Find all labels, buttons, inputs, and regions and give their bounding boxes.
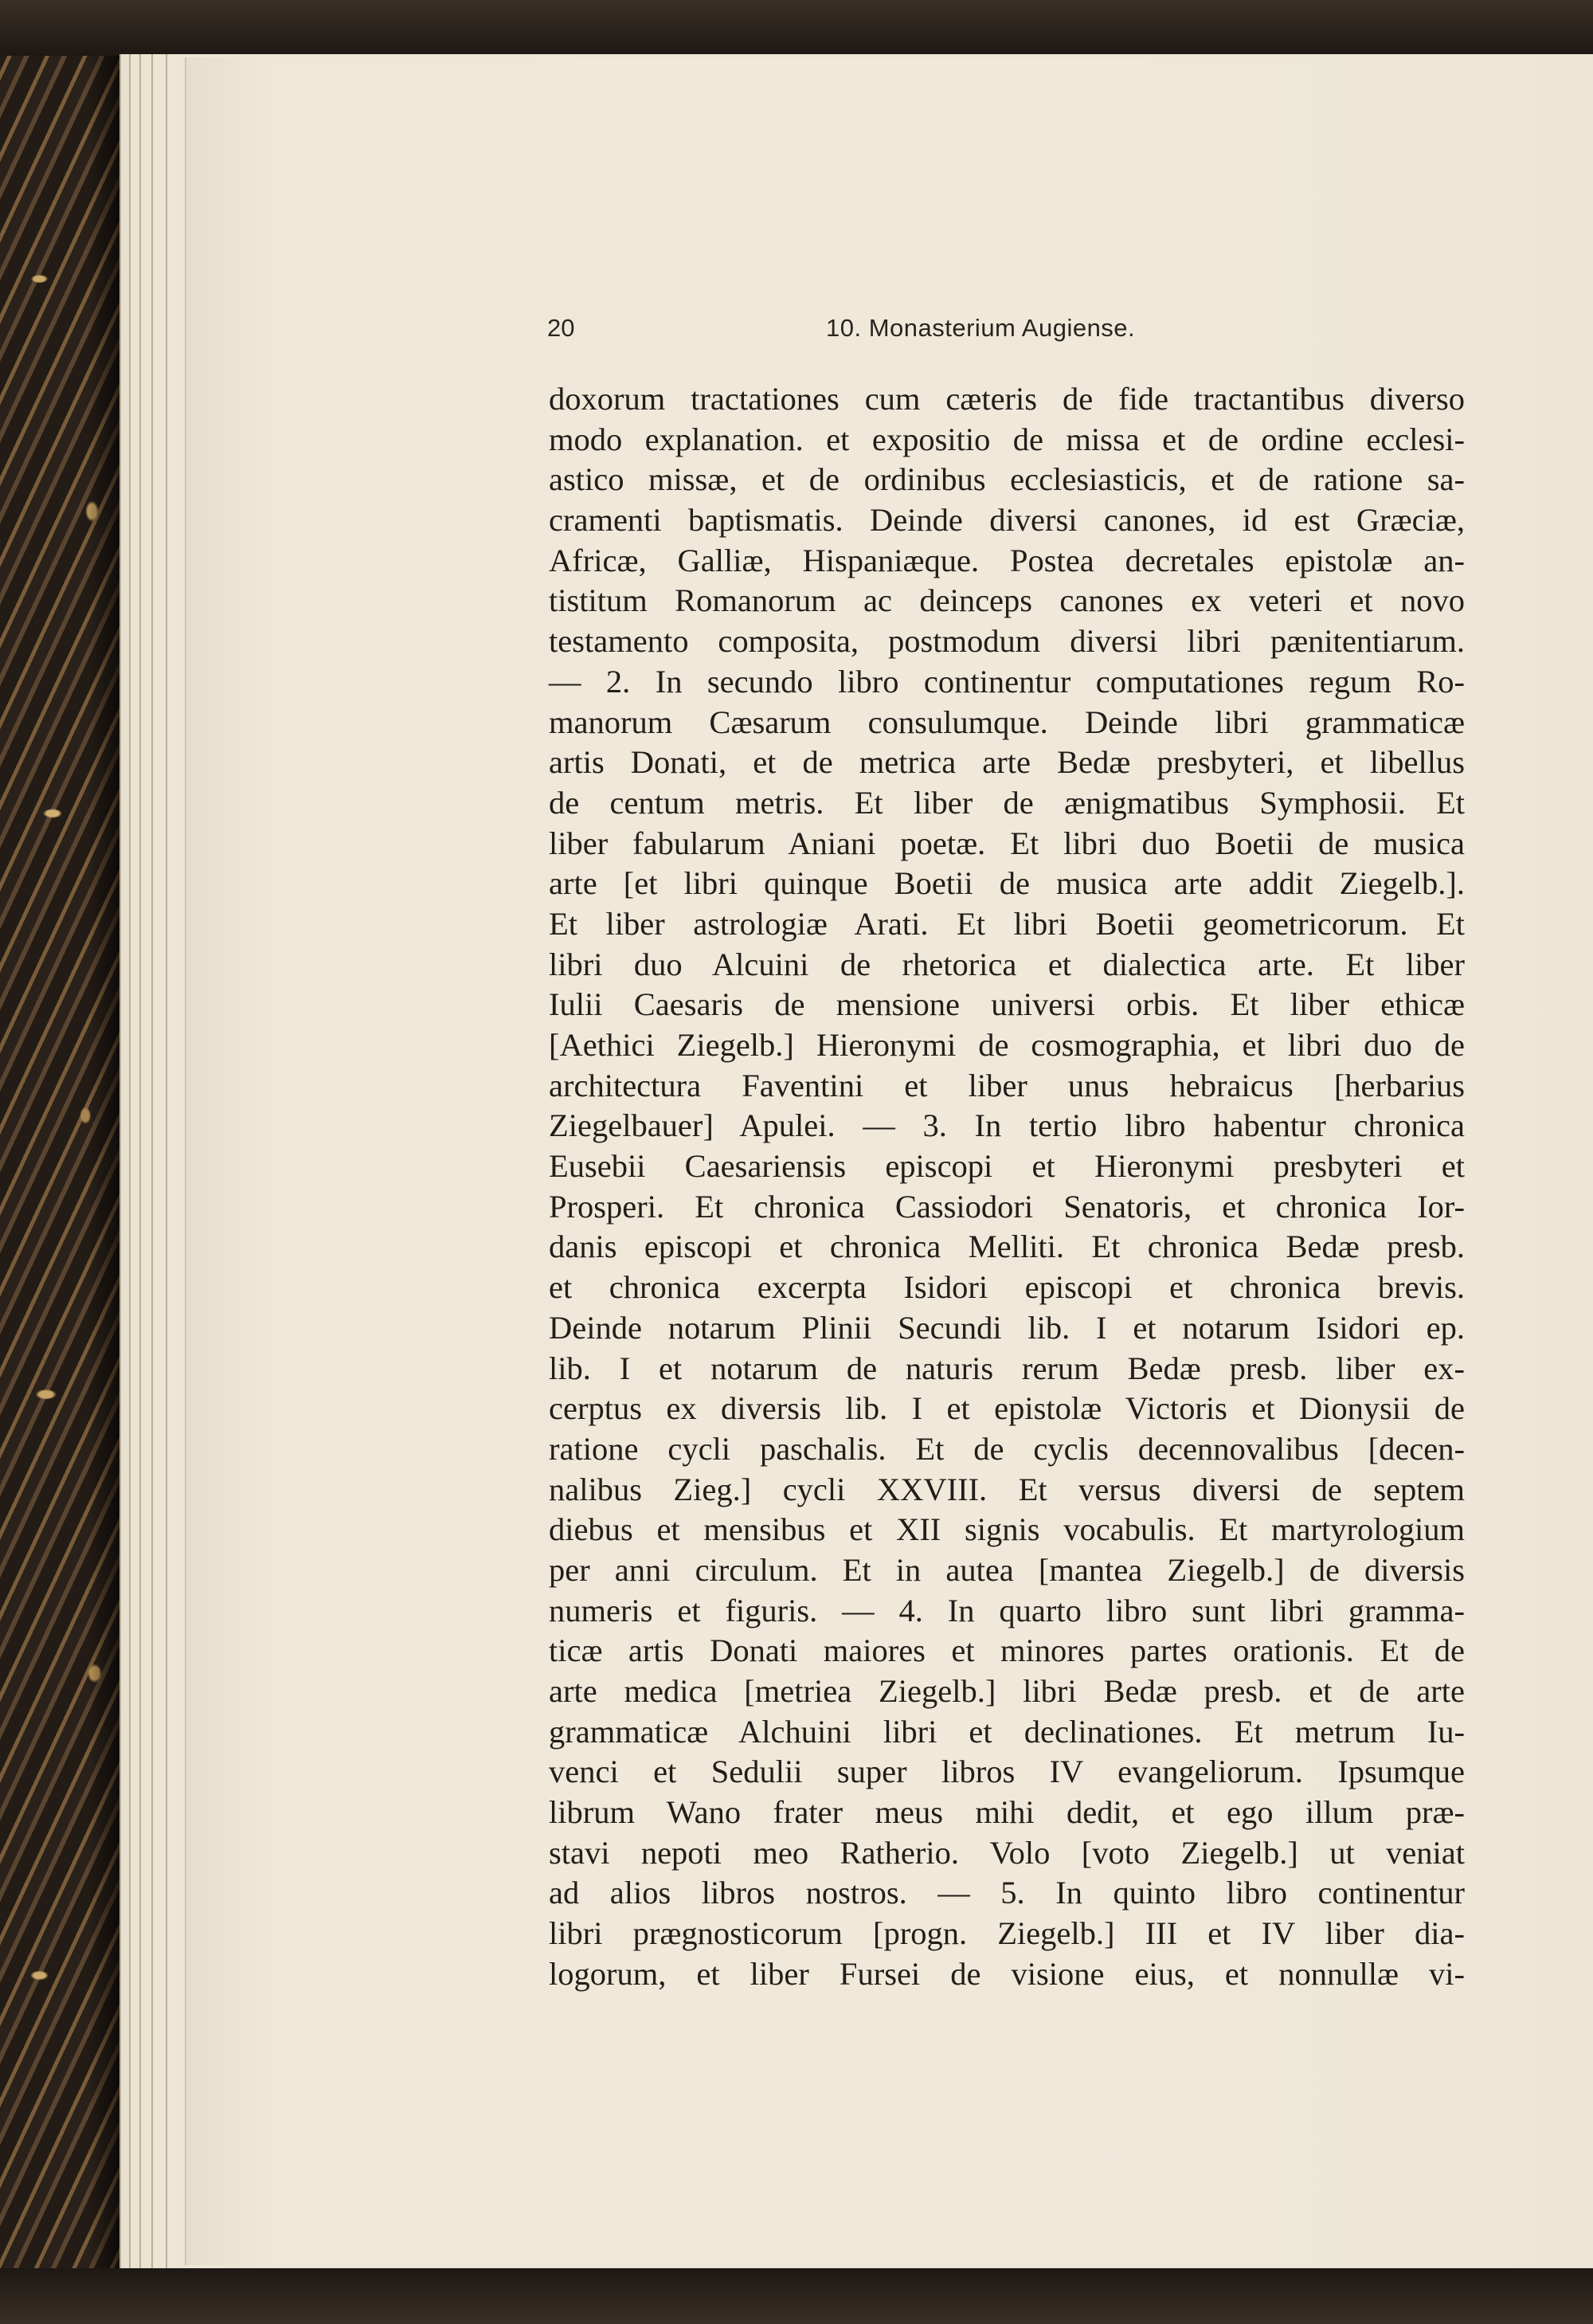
text-line: modo explanation. et expositio de missa et de ordine ecclesi- <box>549 421 1465 457</box>
text-line: astico missæ, et de ordinibus ecclesiasticis, et de ratione sa- <box>549 461 1465 498</box>
page-header <box>0 314 1593 346</box>
text-line: ad alios libros nostros. — 5. In quinto libro continentur <box>549 1875 1465 1911</box>
marbled-cover <box>0 0 131 2324</box>
text-line: Deinde notarum Plinii Secundi lib. I et notarum Isidori ep. <box>549 1309 1465 1346</box>
text-line: lib. I et notarum de naturis rerum Bedæ presb. liber ex- <box>549 1350 1465 1386</box>
text-line: liber fabularum Aniani poetæ. Et libri duo Boetii de musica <box>549 825 1465 861</box>
text-line: stavi nepoti meo Ratherio. Volo [voto Ziegelb.] ut veniat <box>549 1834 1465 1871</box>
text-line: Prosperi. Et chronica Cassiodori Senatoris, et chronica Ior- <box>549 1188 1465 1225</box>
text-line: grammaticæ Alchuini libri et declinationes. Et metrum Iu- <box>549 1713 1465 1750</box>
text-line: de centum metris. Et liber de ænigmatibus Symphosii. Et <box>549 784 1465 821</box>
text-line: Iulii Caesaris de mensione universi orbis. Et liber ethicæ <box>549 986 1465 1023</box>
text-line: per anni circulum. Et in autea [mantea Ziegelb.] de diversis <box>549 1551 1465 1588</box>
text-line: numeris et figuris. — 4. In quarto libro sunt libri gramma- <box>549 1592 1465 1628</box>
text-line: manorum Cæsarum consulumque. Deinde libri grammaticæ <box>549 703 1465 740</box>
text-line: cerptus ex diversis lib. I et epistolæ Victoris et Dionysii de <box>549 1390 1465 1427</box>
text-line: libri duo Alcuini de rhetorica et dialectica arte. Et liber <box>549 946 1465 982</box>
text-line: arte [et libri quinque Boetii de musica arte addit Ziegelb.]. <box>549 865 1465 902</box>
text-line: danis episcopi et chronica Melliti. Et chronica Bedæ presb. <box>549 1229 1465 1265</box>
text-line: cramenti baptismatis. Deinde diversi canones, id est Græciæ, <box>549 502 1465 539</box>
text-line: arte medica [metriea Ziegelb.] libri Bedæ presb. et de arte <box>549 1673 1465 1709</box>
text-line: diebus et mensibus et XII signis vocabulis. Et martyrologium <box>549 1511 1465 1548</box>
text-line: Et liber astrologiæ Arati. Et libri Boetii geometricorum. Et <box>549 905 1465 942</box>
text-line: nalibus Zieg.] cycli XXVIII. Et versus diversi de septem <box>549 1471 1465 1507</box>
text-line: Africæ, Galliæ, Hispaniæque. Postea decretales epistolæ an- <box>549 542 1465 578</box>
text-line: artis Donati, et de metrica arte Bedæ presbyteri, et libellus <box>549 744 1465 781</box>
text-line: logorum, et liber Fursei de visione eius, et nonnullæ vi- <box>549 1955 1465 1992</box>
text-line: libri prægnosticorum [progn. Ziegelb.] III et IV liber dia- <box>549 1915 1465 1952</box>
text-line: venci et Sedulii super libros IV evangeliorum. Ipsumque <box>549 1754 1465 1790</box>
text-line: [Aethici Ziegelb.] Hieronymi de cosmographia, et libri duo de <box>549 1027 1465 1063</box>
text-line: Ziegelbauer] Apulei. — 3. In tertio libro habentur chronica <box>549 1107 1465 1144</box>
text-line: — 2. In secundo libro continentur computationes regum Ro- <box>549 663 1465 700</box>
text-line: tistitum Romanorum ac deinceps canones ex veteri et novo <box>549 582 1465 619</box>
text-line: architectura Faventini et liber unus hebraicus [herbarius <box>549 1067 1465 1103</box>
text-line: ticæ artis Donati maiores et minores partes orationis. Et de <box>549 1632 1465 1669</box>
text-line: ratione cycli paschalis. Et de cyclis decennovalibus [decen- <box>549 1430 1465 1467</box>
text-line: Eusebii Caesariensis episcopi et Hieronymi presbyteri et <box>549 1148 1465 1185</box>
text-line: et chronica excerpta Isidori episcopi et chronica brevis. <box>549 1269 1465 1306</box>
text-line: testamento composita, postmodum diversi libri pænitentiarum. <box>549 623 1465 660</box>
text-line: librum Wano frater meus mihi dedit, et ego illum præ- <box>549 1794 1465 1831</box>
text-line: doxorum tractationes cum cæteris de fide tractantibus diverso <box>549 381 1465 417</box>
body-text <box>549 379 1465 1995</box>
top-edge <box>0 0 1593 56</box>
page-number: 20 <box>547 314 575 342</box>
running-head: 10. Monasterium Augiense. <box>826 314 1136 342</box>
bottom-edge <box>0 2268 1593 2324</box>
